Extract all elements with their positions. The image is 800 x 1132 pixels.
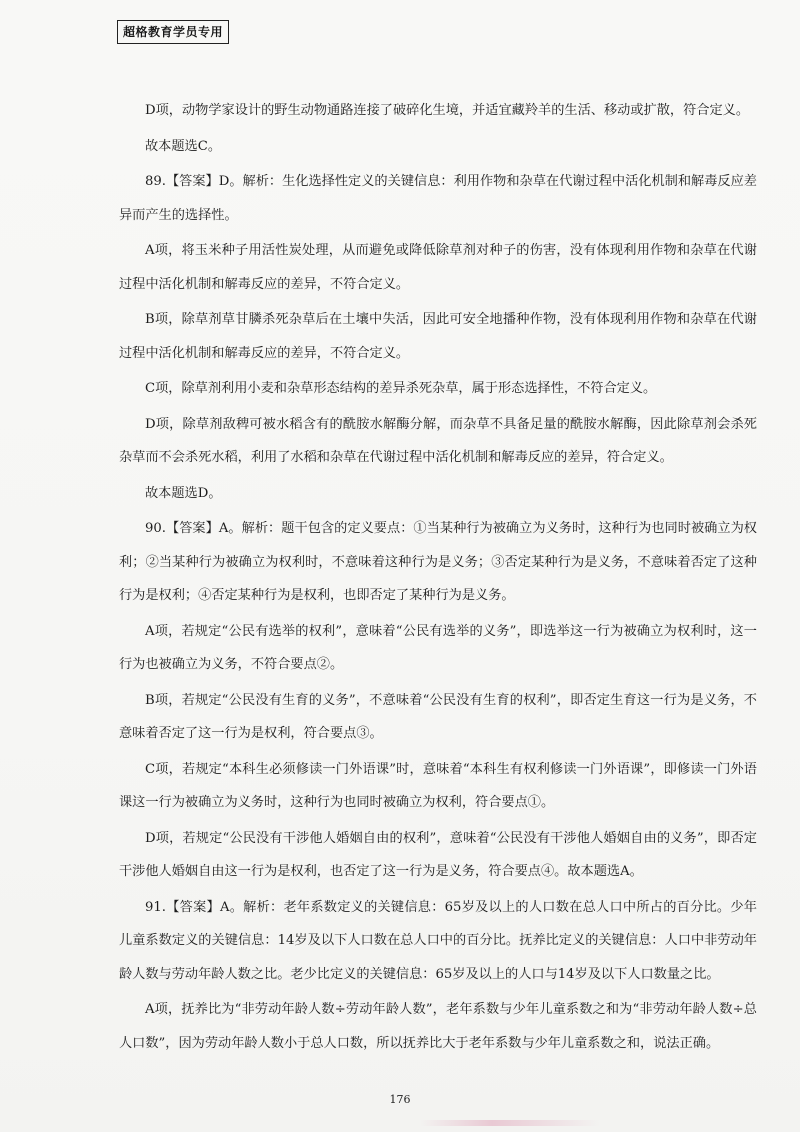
paragraph: B项，除草剂草甘膦杀死杂草后在土壤中失活，因此可安全地播种作物，没有体现利用作物和杂草在代谢过程中活化机制和解毒反应的差异，不符合定义。 bbox=[119, 312, 757, 361]
paragraph: D项，除草剂敌稗可被水稻含有的酰胺水解酶分解，而杂草不具备足量的酰胺水解酶，因此除草剂会杀死杂草而不会杀死水稻，利用了水稻和杂草在代谢过程中活化机制和解毒反应的差异，符合定义。 bbox=[119, 416, 757, 465]
paragraph: 故本题选C。 bbox=[145, 138, 222, 154]
paragraph: A项，若规定“公民有选举的权利”，意味着“公民有选举的义务”，即选举这一行为被确立为权利时，这一行为也被确立为义务，不符合要点②。 bbox=[119, 623, 757, 672]
paragraph: A项，抚养比为“非劳动年龄人数÷劳动年龄人数”，老年系数与少年儿童系数之和为“非劳动年龄人数÷总人口数”，因为劳动年龄人数小于总人口数，所以抚养比大于老年系数与少年儿童系数之和，说法正确。 bbox=[119, 1002, 757, 1051]
page-number: 176 bbox=[389, 1093, 411, 1106]
paragraph: B项，若规定“公民没有生育的义务”，不意味着“公民没有生育的权利”，即否定生育这一行为是义务，不意味着否定了这一行为是权利，符合要点③。 bbox=[119, 692, 757, 741]
paragraph: C项，除草剂利用小麦和杂草形态结构的差异杀死杂草，属于形态选择性，不符合定义。 bbox=[145, 381, 657, 396]
paragraph: 90.【答案】A。解析：题干包含的定义要点：①当某种行为被确立为义务时，这种行为也同时被确立为权利；②当某种行为被确立为权利时，不意味着这种行为是义务；③否定某种行为是义务，不意味着否定了这种行为是权利；④否定某种行为是权利，也即否定了某种行为是义务。 bbox=[119, 521, 757, 603]
scan-artifact bbox=[420, 1120, 600, 1126]
paragraph: C项，若规定“本科生必须修读一门外语课”时，意味着“本科生有权利修读一门外语课”，即修读一门外语课这一行为被确立为义务时，这种行为也同时被确立为权利，符合要点①。 bbox=[119, 761, 757, 810]
paragraph: 89.【答案】D。解析：生化选择性定义的关键信息：利用作物和杂草在代谢过程中活化机制和解毒反应差异而产生的选择性。 bbox=[119, 174, 757, 223]
header-stamp: 超格教育学员专用 bbox=[117, 20, 229, 44]
paragraph: A项，将玉米种子用活性炭处理，从而避免或降低除草剂对种子的伤害，没有体现利用作物和杂草在代谢过程中活化机制和解毒反应的差异，不符合定义。 bbox=[119, 243, 757, 292]
paragraph: 91.【答案】A。解析：老年系数定义的关键信息：65岁及以上的人口数在总人口中所占的百分比。少年儿童系数定义的关键信息：14岁及以下人口数在总人口中的百分比。抚养比定义的关键信息：人口中非劳动年龄人数与劳动年龄人数之比。老少比定义的关键信息：65岁及以上的人口与14岁及以下人口数量之比。 bbox=[119, 899, 757, 982]
paragraph: D项，若规定“公民没有干涉他人婚姻自由的权利”，意味着“公民没有干涉他人婚姻自由的义务”，即否定干涉他人婚姻自由这一行为是权利，也否定了这一行为是义务，符合要点④。故本题选A。 bbox=[119, 830, 757, 879]
document-body bbox=[119, 94, 757, 1062]
paragraph: D项，动物学家设计的野生动物通路连接了破碎化生境，并适宜藏羚羊的生活、移动或扩散，符合定义。 bbox=[145, 103, 750, 118]
paragraph: 故本题选D。 bbox=[145, 485, 222, 501]
